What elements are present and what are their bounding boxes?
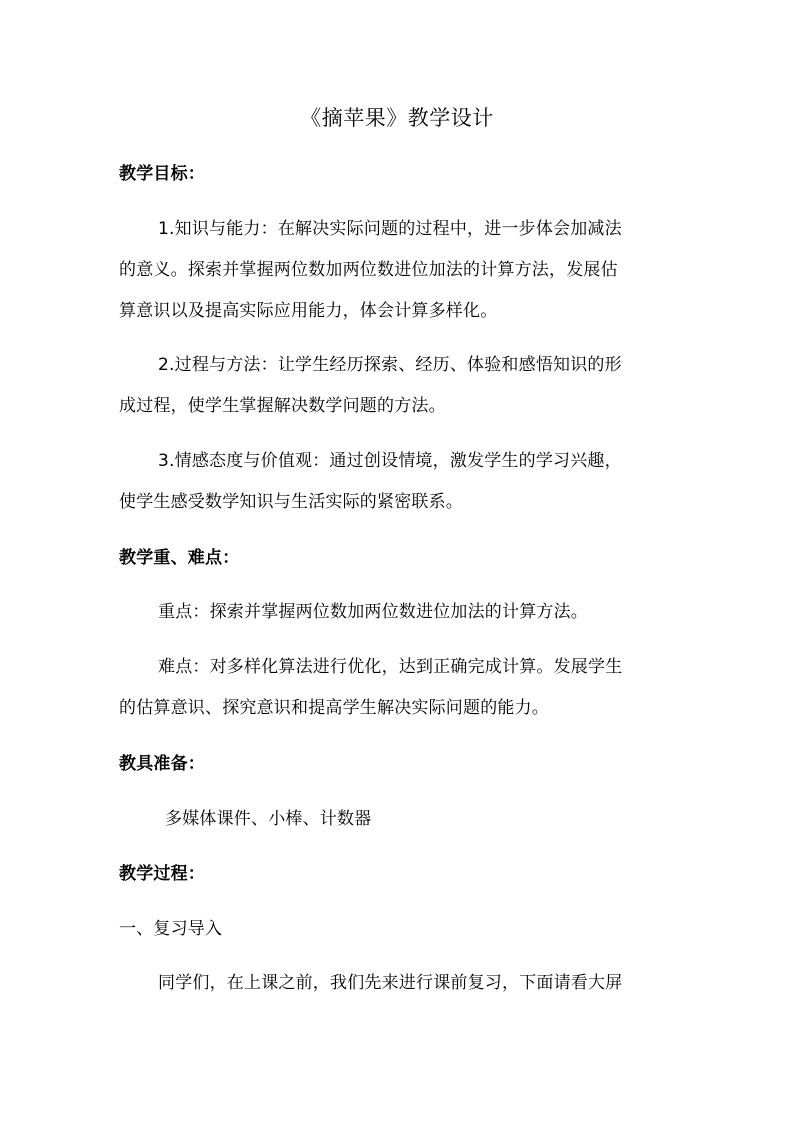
materials-list: 多媒体课件、小棒、计数器 (165, 809, 372, 829)
objective-1-line-1: 1.知识与能力：在解决实际问题的过程中，进一步体会加减法 (158, 219, 622, 239)
objective-1-line-2: 的意义。探索并掌握两位数加两位数进位加法的计算方法，发展估 (119, 260, 618, 280)
focus-point: 重点：探索并掌握两位数加两位数进位加法的计算方法。 (158, 602, 588, 622)
objective-3-line-2: 使学生感受数学知识与生活实际的紧密联系。 (119, 492, 463, 512)
process-heading: 教学过程： (119, 864, 205, 884)
difficulty-line-2: 的估算意识、探究意识和提高学生解决实际问题的能力。 (119, 698, 549, 718)
key-points-heading: 教学重、难点： (119, 548, 240, 568)
process-step-1-text: 同学们，在上课之前，我们先来进行课前复习，下面请看大屏 (158, 973, 623, 993)
objective-1-line-3: 算意识以及提高实际应用能力，体会计算多样化。 (119, 301, 498, 321)
objectives-heading: 教学目标： (119, 164, 205, 184)
process-step-1: 一、复习导入 (119, 919, 223, 939)
document-title: 《摘苹果》教学设计 (300, 106, 494, 130)
objective-2-line-1: 2.过程与方法：让学生经历探索、经历、体验和感悟知识的形 (158, 355, 622, 375)
materials-heading: 教具准备： (119, 754, 205, 774)
objective-2-line-2: 成过程，使学生掌握解决数学问题的方法。 (119, 396, 446, 416)
difficulty-line-1: 难点：对多样化算法进行优化，达到正确完成计算。发展学生 (158, 657, 623, 677)
objective-3-line-1: 3.情感态度与价值观：通过创设情境，激发学生的学习兴趣， (158, 451, 622, 471)
